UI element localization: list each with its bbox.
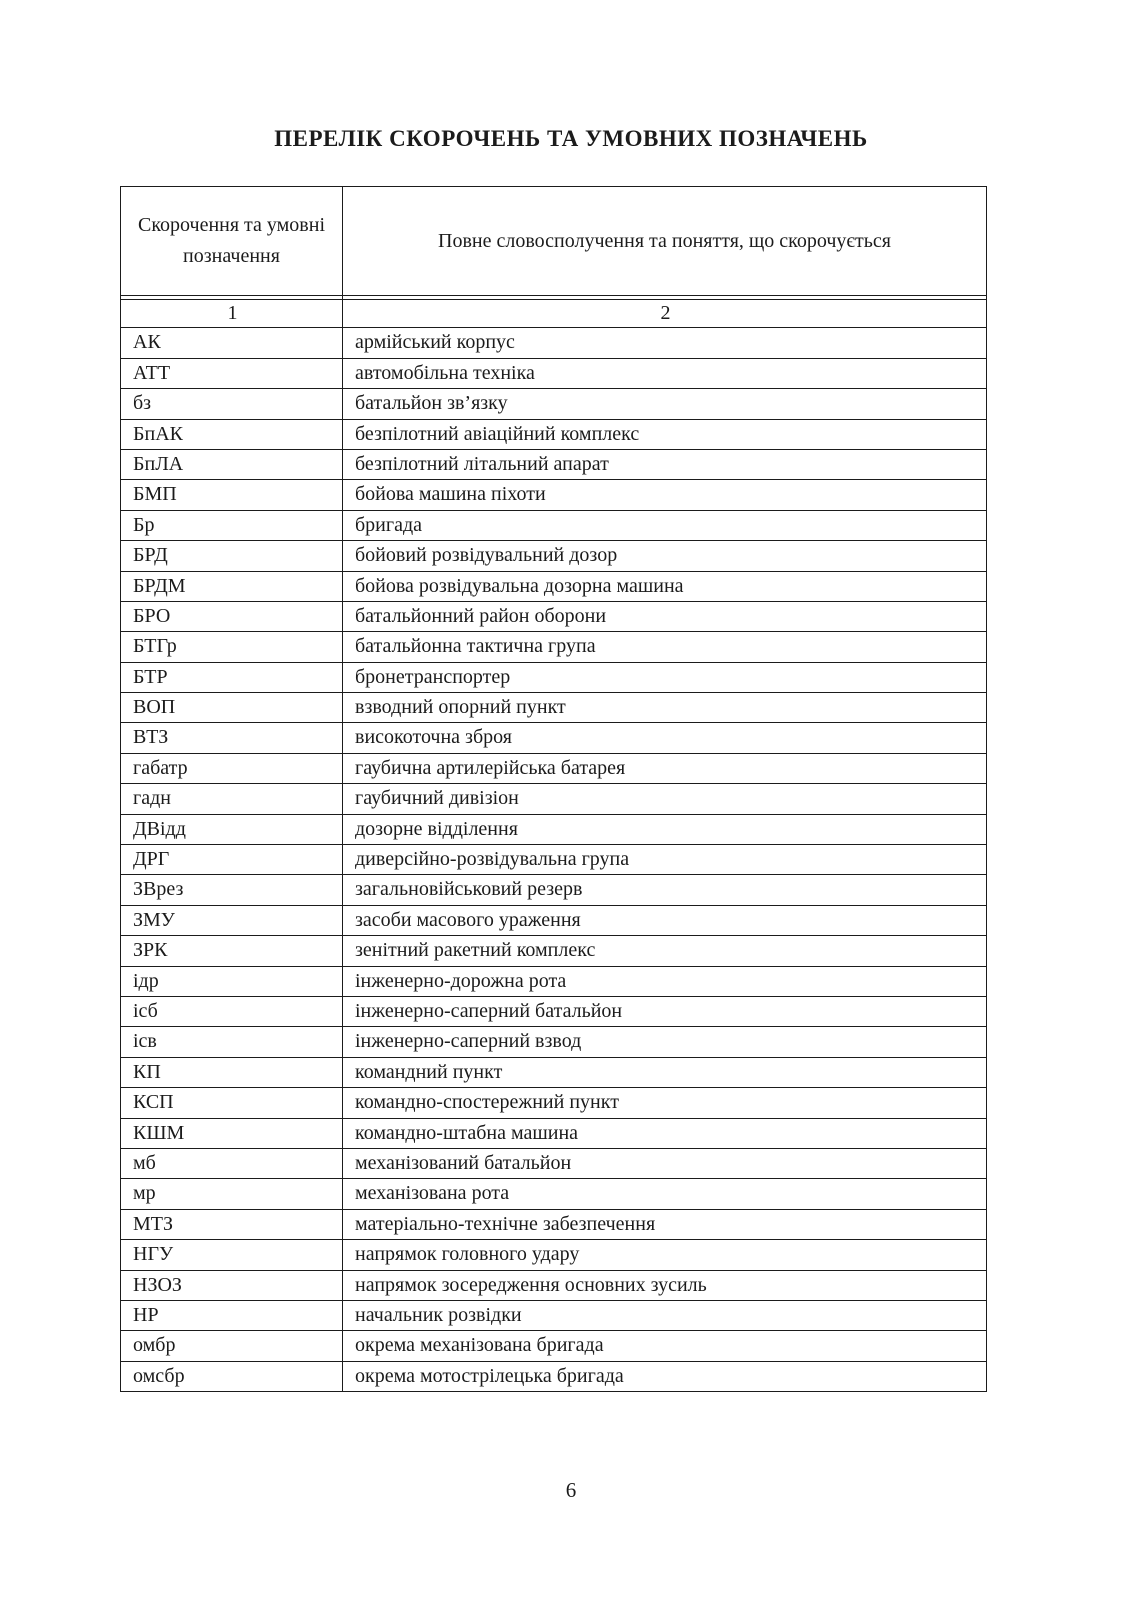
abbr-cell: ЗВрез: [121, 875, 343, 905]
abbr-cell: габатр: [121, 753, 343, 783]
table-row: [121, 814, 987, 844]
table-row: [121, 449, 987, 479]
table-row: [121, 1240, 987, 1270]
full-phrase-cell: бронетранспортер: [343, 662, 987, 692]
full-phrase-cell: батальйонний район оборони: [343, 601, 987, 631]
full-phrase-cell: високоточна зброя: [343, 723, 987, 753]
full-phrase-cell: засоби масового ураження: [343, 905, 987, 935]
table-row: [121, 966, 987, 996]
abbr-cell: мр: [121, 1179, 343, 1209]
abbr-cell: ісв: [121, 1027, 343, 1057]
abbr-cell: КСП: [121, 1088, 343, 1118]
table-row: [121, 1331, 987, 1361]
full-phrase-cell: механізована рота: [343, 1179, 987, 1209]
abbr-cell: НР: [121, 1300, 343, 1330]
full-phrase-cell: безпілотний авіаційний комплекс: [343, 419, 987, 449]
table-row: [121, 571, 987, 601]
full-phrase-cell: окрема мотострілецька бригада: [343, 1361, 987, 1391]
table-row: [121, 875, 987, 905]
abbr-cell: НГУ: [121, 1240, 343, 1270]
abbr-cell: БТГр: [121, 632, 343, 662]
abbr-cell: БпЛА: [121, 449, 343, 479]
full-phrase-cell: бойовий розвідувальний дозор: [343, 541, 987, 571]
abbr-cell: омсбр: [121, 1361, 343, 1391]
abbr-cell: НЗОЗ: [121, 1270, 343, 1300]
full-phrase-cell: командний пункт: [343, 1057, 987, 1087]
abbr-cell: ВТЗ: [121, 723, 343, 753]
abbr-cell: БРО: [121, 601, 343, 631]
table-row: [121, 358, 987, 388]
table-row: [121, 845, 987, 875]
abbr-cell: ДВідд: [121, 814, 343, 844]
page-number: 6: [565, 1478, 577, 1502]
table-row: [121, 784, 987, 814]
table-header-row: [121, 187, 987, 296]
table-row: [121, 723, 987, 753]
table-row: [121, 1027, 987, 1057]
table-row: [121, 1118, 987, 1148]
page-title: ПЕРЕЛІК СКОРОЧЕНЬ ТА УМОВНИХ ПОЗНАЧЕНЬ: [274, 126, 868, 151]
abbr-cell: БМП: [121, 480, 343, 510]
abbr-cell: МТЗ: [121, 1209, 343, 1239]
full-phrase-cell: батальйонна тактична група: [343, 632, 987, 662]
abbr-cell: ЗМУ: [121, 905, 343, 935]
abbr-cell: ісб: [121, 996, 343, 1026]
column-number-1: 1: [121, 300, 343, 328]
table-row: [121, 541, 987, 571]
full-phrase-cell: бригада: [343, 510, 987, 540]
abbr-cell: ДРГ: [121, 845, 343, 875]
abbrev-table-body: [121, 187, 987, 1392]
abbr-cell: БТР: [121, 662, 343, 692]
abbr-cell: омбр: [121, 1331, 343, 1361]
abbreviations-table: [120, 186, 987, 1392]
full-phrase-cell: бойова машина піхоти: [343, 480, 987, 510]
full-phrase-cell: батальйон зв’язку: [343, 389, 987, 419]
abbr-cell: БРД: [121, 541, 343, 571]
full-phrase-cell: інженерно-саперний взвод: [343, 1027, 987, 1057]
full-phrase-cell: взводний опорний пункт: [343, 693, 987, 723]
abbr-cell: гадн: [121, 784, 343, 814]
table-row: [121, 510, 987, 540]
full-phrase-cell: командно-спостережний пункт: [343, 1088, 987, 1118]
full-phrase-cell: командно-штабна машина: [343, 1118, 987, 1148]
table-row: [121, 1148, 987, 1178]
abbr-cell: КШМ: [121, 1118, 343, 1148]
table-row: [121, 1179, 987, 1209]
table-row: [121, 389, 987, 419]
abbr-cell: БРДМ: [121, 571, 343, 601]
full-phrase-cell: напрямок головного удару: [343, 1240, 987, 1270]
full-phrase-cell: інженерно-дорожна рота: [343, 966, 987, 996]
abbr-cell: ЗРК: [121, 936, 343, 966]
full-phrase-cell: зенітний ракетний комплекс: [343, 936, 987, 966]
full-phrase-cell: гаубична артилерійська батарея: [343, 753, 987, 783]
table-row: [121, 1300, 987, 1330]
full-phrase-cell: механізований батальйон: [343, 1148, 987, 1178]
table-row: [121, 662, 987, 692]
full-phrase-cell: загальновійськовий резерв: [343, 875, 987, 905]
full-phrase-cell: диверсійно-розвідувальна група: [343, 845, 987, 875]
full-phrase-cell: окрема механізована бригада: [343, 1331, 987, 1361]
abbr-cell: ВОП: [121, 693, 343, 723]
column-number-row: [121, 300, 987, 328]
table-row: [121, 328, 987, 358]
abbr-cell: ідр: [121, 966, 343, 996]
table-row: [121, 1057, 987, 1087]
table-row: [121, 1209, 987, 1239]
full-phrase-cell: матеріально-технічне забезпечення: [343, 1209, 987, 1239]
full-phrase-cell: дозорне відділення: [343, 814, 987, 844]
column-number-2: 2: [343, 300, 987, 328]
table-row: [121, 996, 987, 1026]
full-phrase-cell: напрямок зосередження основних зусиль: [343, 1270, 987, 1300]
abbr-cell: БпАК: [121, 419, 343, 449]
table-row: [121, 480, 987, 510]
table-row: [121, 419, 987, 449]
table-row: [121, 753, 987, 783]
full-phrase-cell: армійський корпус: [343, 328, 987, 358]
full-phrase-cell: автомобільна техніка: [343, 358, 987, 388]
full-phrase-cell: бойова розвідувальна дозорна машина: [343, 571, 987, 601]
table-row: [121, 905, 987, 935]
table-row: [121, 1361, 987, 1391]
full-phrase-cell: гаубичний дивізіон: [343, 784, 987, 814]
full-phrase-cell: начальник розвідки: [343, 1300, 987, 1330]
table-row: [121, 1270, 987, 1300]
table-row: [121, 936, 987, 966]
abbr-cell: КП: [121, 1057, 343, 1087]
abbr-cell: бз: [121, 389, 343, 419]
abbr-cell: мб: [121, 1148, 343, 1178]
abbr-cell: Бр: [121, 510, 343, 540]
full-phrase-cell: безпілотний літальний апарат: [343, 449, 987, 479]
full-phrase-cell: інженерно-саперний батальйон: [343, 996, 987, 1026]
header-cell-full: Повне словосполучення та поняття, що скорочується: [343, 187, 987, 296]
table-row: [121, 601, 987, 631]
table-row: [121, 693, 987, 723]
abbr-cell: АТТ: [121, 358, 343, 388]
table-row: [121, 1088, 987, 1118]
table-row: [121, 632, 987, 662]
header-cell-abbr: Скорочення та умовні позначення: [121, 187, 343, 296]
abbr-cell: АК: [121, 328, 343, 358]
